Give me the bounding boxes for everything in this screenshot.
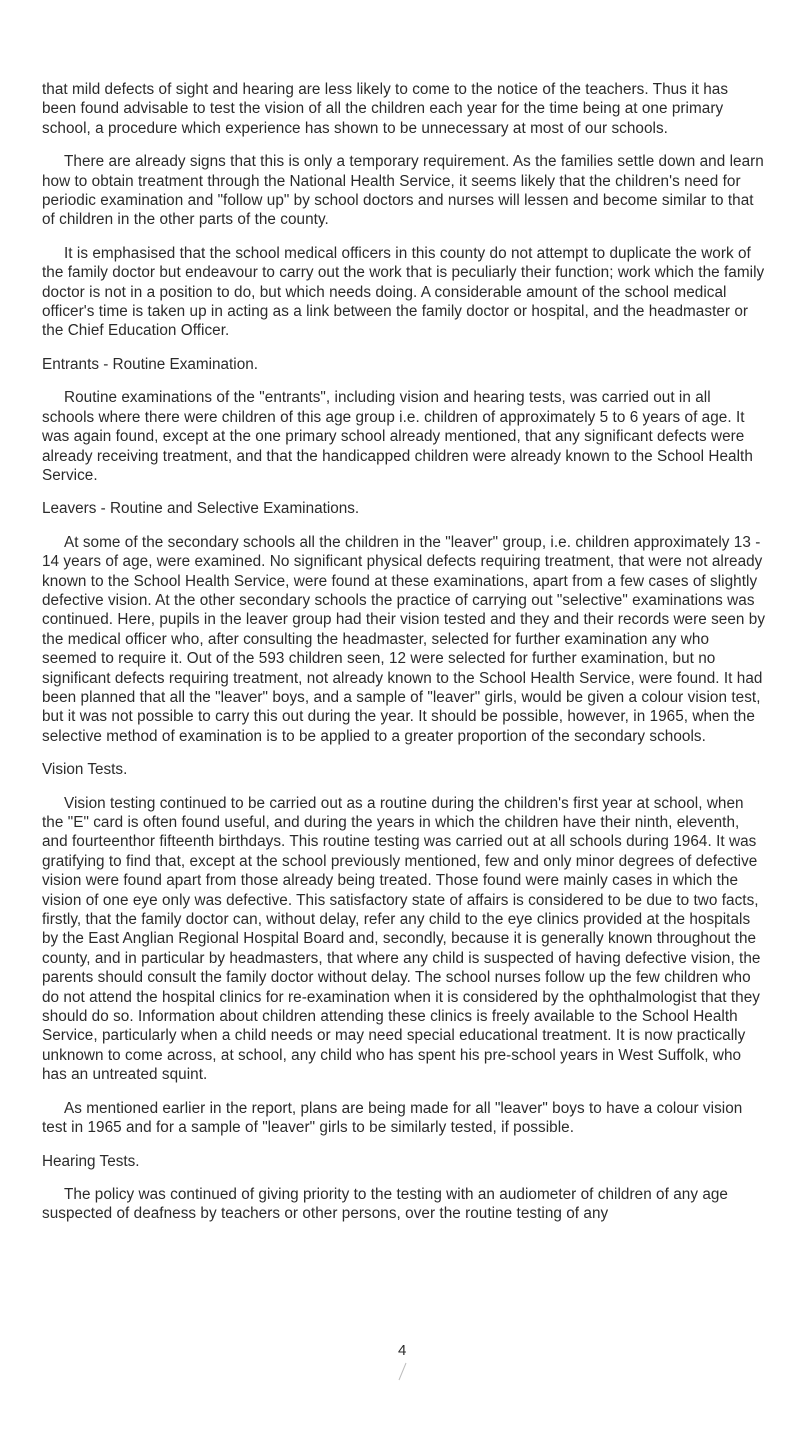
heading-leavers: Leavers - Routine and Selective Examinations. bbox=[42, 500, 360, 518]
paragraph-temporary-requirement: There are already signs that this is only a temporary requirement. As the families settle down and learn how to obtain treatment through the National Health Service, it seems likely that the children's need for periodic examination and "follow up" by school doctors and nurses will lessen and become similar to that of children in the other parts of the county. bbox=[42, 153, 764, 229]
paragraph-leavers: At some of the secondary schools all the children in the "leaver" group, i.e. children approximately 13 - 14 years of age, were examined. No significant physical defects requiring treatment, that were not already known to the School Health Service, were found at these examinations, apart from a few cases of slightly defective vision. At the other secondary schools the practice of carrying out "selective" examinations was continued. Here, pupils in the leaver group had their vision tested and they and their records were seen by the medical officer who, after consulting the headmaster, selected for further examination any who seemed to require it. Out of the 593 children seen, 12 were selected for further examination, but no significant defects requiring treatment, not already known to the School Health Service, were found. It had been planned that all the "leaver" boys, and a sample of "leaver" girls, would be given a colour vision test, but it was not possible to carry this out during the year. It should be possible, however, in 1965, when the selective method of examination is to be applied to a greater proportion of the secondary schools. bbox=[42, 533, 766, 745]
paragraph-vision-tests: Vision testing continued to be carried out as a routine during the children's first year at school, when the "E" card is often found useful, and during the years in which the children have their ninth, eleventh, and fourteenthor fifteenth birthdays. This routine testing was carried out at all schools during 1964. It was gratifying to find that, except at the school previously mentioned, few and only minor degrees of defective vision were found apart from those already being treated. Those found were mainly cases in which the vision of one eye only was defective. This satisfactory state of affairs is considered to be due to two facts, firstly, that the family doctor can, without delay, refer any child to the eye clinics provided at the hospitals by the East Anglian Regional Hospital Board and, secondly, because it is generally known throughout the county, and in particular by headmasters, that where any child is suspected of having defective vision, the parents should consult the family doctor without delay. The school nurses follow up the few children who do not attend the hospital clinics for re-examination when it is considered by the ophthalmologist that they should do so. Information about children attending these clinics is freely available to the School Health Service, particularly when a child needs or may need special educational treatment. It is now practically unknown to come across, at school, any child who has spent his pre-school years in West Suffolk, who has an untreated squint. bbox=[42, 794, 761, 1084]
document-body bbox=[42, 80, 766, 1238]
paragraph-intro: that mild defects of sight and hearing are less likely to come to the notice of the teachers. Thus it has been found advisable to test the vision of all the children each year for the time being at one primary school, a procedure which experience has shown to be unnecessary at most of our schools. bbox=[42, 81, 729, 137]
paragraph-entrants: Routine examinations of the "entrants", including vision and hearing tests, was carried out in all schools where there were children of this age group i.e. children of approximately 5 to 6 years of age. It was again found, except at the one primary school already mentioned, that any significant defects were already receiving treatment, and that the handicapped children were already known to the School Health Service. bbox=[42, 389, 753, 484]
stray-pen-mark-icon bbox=[396, 1362, 410, 1382]
heading-entrants: Entrants - Routine Examination. bbox=[42, 355, 258, 373]
paragraph-school-medical-officers: It is emphasised that the school medical officers in this county do not attempt to duplicate the work of the family doctor but endeavour to carry out the work that is peculiarly their function; work which the family doctor is not in a position to do, but which needs doing. A considerable amount of the school medical officer's time is taken up in acting as a link between the family doctor or hospital, and the headmaster or the Chief Education Officer. bbox=[42, 244, 765, 340]
paragraph-colour-vision: As mentioned earlier in the report, plans are being made for all "leaver" boys to have a colour vision test in 1965 and for a sample of "leaver" girls to be similarly tested, if possible. bbox=[42, 1099, 743, 1137]
page-number: 4 bbox=[398, 1342, 407, 1359]
heading-vision-tests: Vision Tests. bbox=[42, 761, 128, 779]
paragraph-hearing-tests: The policy was continued of giving priority to the testing with an audiometer of children of any age suspected of deafness by teachers or other persons, over the routine testing of any bbox=[42, 1185, 728, 1223]
heading-hearing-tests: Hearing Tests. bbox=[42, 1152, 140, 1170]
